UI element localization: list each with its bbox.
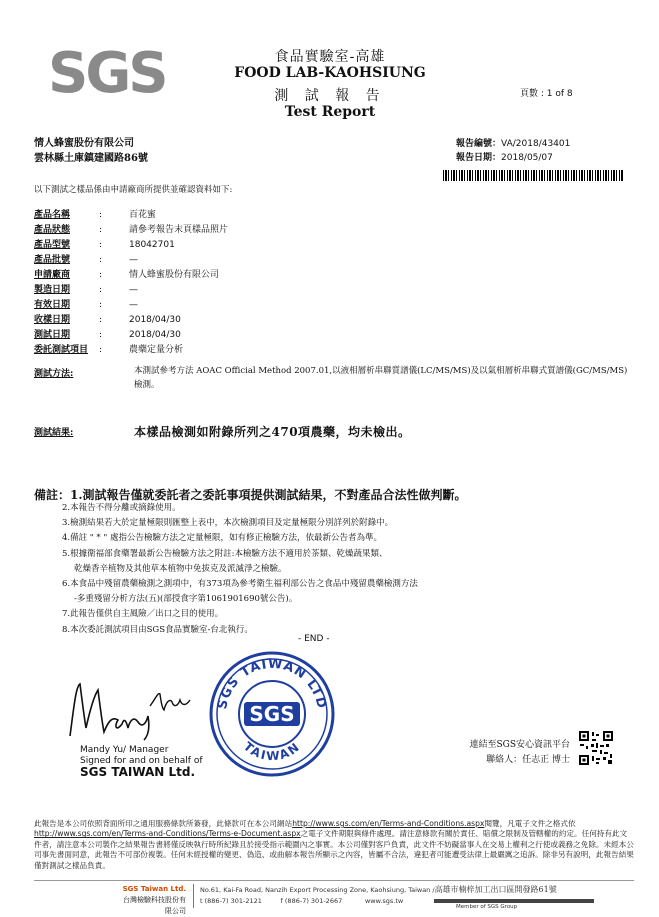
result-label: 測試結果:	[34, 428, 74, 438]
footer-member: Member of SGS Group	[456, 904, 518, 910]
lab-title-en: FOOD LAB-KAOHSIUNG	[234, 65, 426, 81]
terms-paragraph	[34, 819, 634, 871]
lab-title-zh: 食品實驗室-高雄	[274, 49, 386, 65]
info-value: 情人蜂蜜股份有限公司	[129, 270, 220, 280]
method-text: 本測試參考方法 AOAC Official Method 2007.01,以液相層析串聯質譜儀(LC/MS/MS)及以氣相層析串聯式質譜儀(GC/MS/MS)檢測。	[134, 366, 628, 390]
footer-address-zh: 高雄市楠梓加工出口區開發路61號	[434, 885, 557, 894]
platform-link[interactable]: 連結至SGS安心資訊平台	[469, 740, 570, 750]
qr-code-icon[interactable]	[578, 730, 614, 766]
note-item: 4.備註 " * " 處指公告檢驗方法之定量極限，如有修正檢驗方法，依最新公告者為準。	[62, 533, 382, 544]
info-key: 製造日期	[34, 285, 71, 295]
report-date-label: 報告日期：	[456, 153, 502, 163]
svg-text:SGS TAIWAN LTD: SGS TAIWAN LTD	[215, 656, 329, 711]
info-value: —	[129, 255, 138, 265]
svg-text:SGS: SGS	[249, 702, 295, 726]
notes-list	[62, 501, 642, 638]
info-row: 製造日期 : —	[34, 285, 138, 295]
result-text: 本樣品檢測如附錄所列之470項農藥，均未檢出。	[134, 425, 411, 439]
note-item: -多重殘留分析方法(五)(部授食字第1061901690號公告)。	[74, 594, 298, 605]
signer-on-behalf: Signed for and on behalf of	[80, 756, 203, 766]
report-meta	[456, 137, 570, 165]
info-key: 產品批號	[34, 255, 71, 265]
report-title-en: Test Report	[284, 104, 376, 120]
svg-text:TAIWAN: TAIWAN	[240, 739, 304, 764]
info-key: 測試日期	[34, 330, 71, 340]
info-value: —	[129, 300, 138, 310]
info-value: 請參考報告末頁樣品照片	[129, 225, 229, 235]
info-row: 產品名稱 : 百花蜜	[34, 210, 157, 220]
sgs-seal-stamp	[208, 650, 336, 778]
info-row: 申請廠商 : 情人蜂蜜股份有限公司	[34, 270, 220, 280]
report-title-zh: 測 試 報 告	[274, 88, 386, 104]
info-key: 收樣日期	[34, 315, 71, 325]
footer-web[interactable]: www.sgs.tw	[364, 897, 404, 905]
report-no-label: 報告編號：	[456, 139, 502, 149]
terms-text-3: 之電子文件期限與條件處理。請注意條款有關於責任、賠償之限制及管轄權的約定。任何持有此文件者，請注意本公司製作之結果報告書將僅反映執行時所紀錄且於接受指示範圍內之事實。本公司僅對客戶負責，此文件不妨礙當事人在交易上權利之行使或義務之免除。未經本公司事先書面同意，此報告不可部份複製。任何未經授權的變更、偽造、或曲解本報告所顯示之內容，皆屬不合法，違犯者可能遭受法律上最嚴厲之追訴。除非另有說明，此報告結果僅對測試之樣品負責。	[34, 829, 634, 870]
applicant-block	[34, 136, 148, 166]
handwritten-signature	[66, 676, 206, 744]
note-item: 5.根據衛福部食藥署最新公告檢驗方法之附註:本檢驗方法不適用於茶類、乾燥蔬果類、	[62, 548, 388, 559]
info-row: 收樣日期 : 2018/04/30	[34, 315, 181, 325]
footer-tel: t (886-7) 301-2121	[200, 897, 262, 905]
info-key: 申請廠商	[34, 270, 71, 280]
footer-fax: f (886-7) 301-2667	[280, 897, 343, 905]
contact-block	[452, 738, 570, 768]
info-value: 百花蜜	[129, 210, 157, 220]
info-row: 產品狀態 : 請參考報告末頁樣品照片	[34, 225, 229, 235]
info-key: 產品型號	[34, 240, 71, 250]
terms-text-2: 閱覽，凡電子文件之格式依	[484, 819, 576, 828]
info-key: 委託測試項目	[34, 345, 89, 355]
note-item: 3.檢測結果若大於定量極限則匯整上表中，本次檢測項目及定量極限分別詳列於附錄中。	[62, 518, 394, 529]
signer-block	[80, 745, 203, 778]
terms-text-1: 此報告是本公司依照背面所印之通用服務條款所簽發，此條款可在本公司網站	[34, 819, 293, 828]
info-row: 產品型號 : 18042701	[34, 240, 175, 250]
footer-company-en: SGS Taiwan Ltd.	[122, 885, 186, 893]
footer-company	[120, 884, 186, 917]
note-item: 2.本報告不得分離或摘錄使用。	[62, 503, 181, 513]
terms-link-2[interactable]: http://www.sgs.com/en/Terms-and-Conditions/Terms-e-Document.aspx	[34, 829, 301, 839]
report-no-value: VA/2018/43401	[501, 139, 571, 149]
info-row: 產品批號 : —	[34, 255, 138, 265]
info-value: 2018/04/30	[129, 315, 181, 325]
page-number: 頁數 : 1 of 8	[520, 89, 573, 99]
end-marker: - END -	[298, 634, 330, 644]
footer-company-zh: 台灣檢驗科技股份有限公司	[123, 896, 186, 915]
info-value: 2018/04/30	[129, 330, 181, 340]
signer-company: SGS TAIWAN Ltd.	[80, 765, 196, 779]
terms-link-1[interactable]: http://www.sgs.com/en/Terms-and-Conditions.aspx	[292, 819, 485, 828]
info-row: 有效日期 : —	[34, 300, 138, 310]
note-item: 乾燥香辛植物及其他草本植物中免拔克及派滅淨之檢驗。	[74, 563, 287, 574]
footer-separator	[193, 884, 194, 908]
info-value: 18042701	[129, 240, 175, 250]
footer-bar	[434, 899, 594, 903]
note-item: 6.本食品中殘留農藥檢測之測項中，有373項為參考衛生福利部公告之食品中殘留農藥檢測方法	[62, 579, 418, 590]
info-row: 委託測試項目 : 農藥定量分析	[34, 345, 184, 355]
info-key: 有效日期	[34, 300, 71, 310]
note-item: 7.此報告僅供自主風險／出口之目的使用。	[62, 609, 224, 620]
info-value: 農藥定量分析	[129, 345, 184, 355]
barcode	[443, 170, 623, 181]
sgs-logo: SGS	[48, 41, 166, 106]
applicant-name: 情人蜂蜜股份有限公司	[34, 138, 134, 149]
method-label: 測試方法:	[34, 369, 74, 379]
intro-text: 以下測試之樣品係由申請廠商所提供並確認資料如下:	[34, 185, 233, 195]
info-key: 產品名稱	[34, 210, 71, 220]
applicant-address: 雲林縣土庫鎮建國路86號	[34, 153, 148, 164]
contact-person: 聯絡人：任志正 博士	[486, 755, 570, 765]
note-lead: 備註：1.測試報告僅就委託者之委託事項提供測試結果，不對產品合法性做判斷。	[34, 488, 467, 502]
report-date-value: 2018/05/07	[501, 153, 553, 163]
info-row: 測試日期 : 2018/04/30	[34, 330, 181, 340]
footer-divider	[34, 880, 634, 881]
note-item: 8.本次委託測試項目由SGS食品實驗室-台北執行。	[62, 624, 253, 635]
info-value: —	[129, 285, 138, 295]
info-key: 產品狀態	[34, 225, 71, 235]
signer-name: Mandy Yu/ Manager	[80, 745, 169, 755]
footer-address-en: No.61, Kai-Fa Road, Nanzih Export Processing Zone, Kaohsiung, Taiwan /	[200, 886, 435, 894]
